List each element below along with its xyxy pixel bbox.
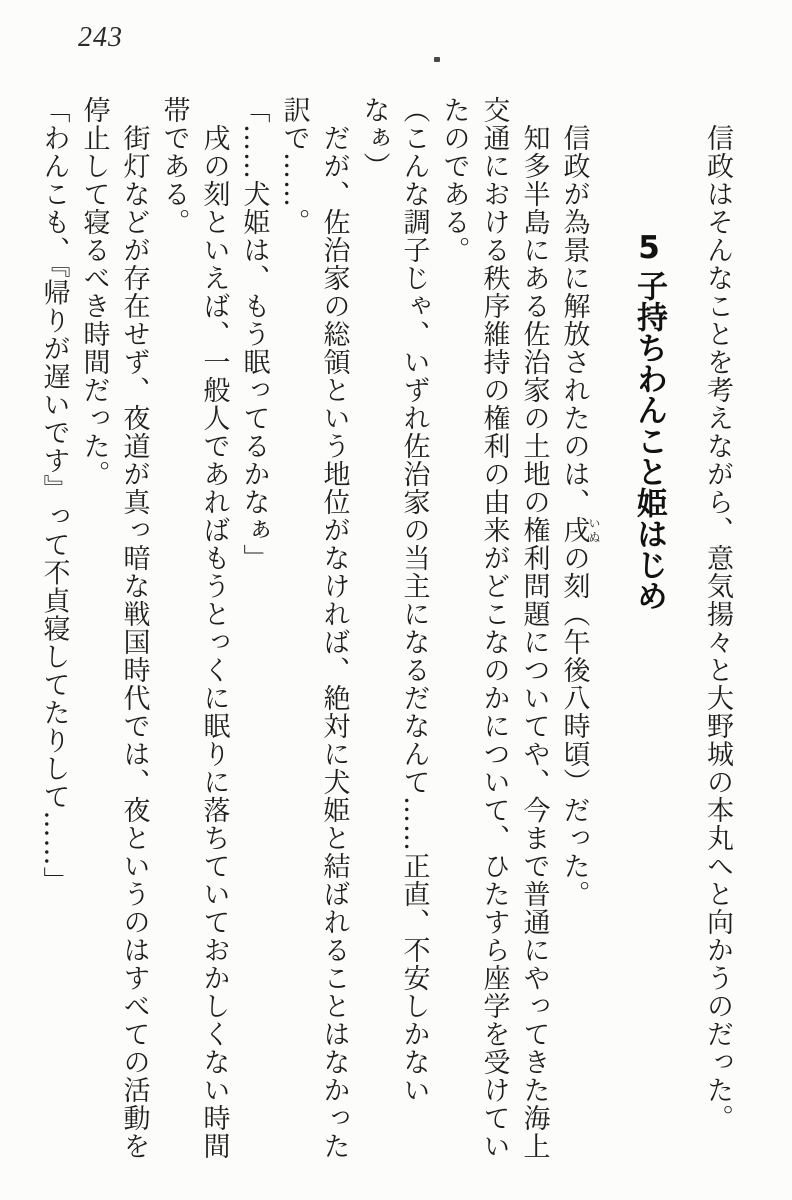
body-paragraph-5: だが、佐治家の総領という地位がなければ、絶対に犬姫と結ばれることはなかった訳で……。 — [278, 96, 350, 1160]
thought-paragraph: （こんな調子じゃ、いずれ佐治家の当主になるだなんて……正直、不安しかないなぁ） — [358, 96, 430, 1104]
body-paragraph-1: 信政はそんなことを考えながら、意気揚々と大野城の本丸へと向かうのだった。 — [702, 124, 733, 1132]
paragraph-2-post: の刻（午後八時頃）だった。 — [558, 544, 590, 908]
ruby-inu — [558, 516, 601, 544]
chapter-number: 5 — [631, 230, 667, 266]
ruby-furigana: いぬ — [587, 516, 601, 544]
paragraph-2-pre: 信政が為景に解放されたのは、 — [558, 124, 590, 516]
body-paragraph-3: 知多半島にある佐治家の土地の権利問題についてや、今まで普通にやってきた海上交通における秩序維持の権利の由来がどこなのかについて、ひたすら座学を受けていたのである。 — [438, 96, 550, 1160]
ruby-base: 戌 — [558, 516, 590, 544]
body-paragraph-2 — [554, 96, 601, 1162]
chapter-heading — [627, 230, 671, 1162]
page-number: 243 — [78, 22, 123, 53]
dialogue-line-2: 「わんこも、『帰りが遅いです』って不貞寝してたりして……」 — [38, 96, 70, 895]
vertical-text-block — [34, 96, 738, 1162]
chapter-title: 子持ちわんこと姫はじめ — [631, 270, 667, 611]
dialogue-line-1: 「……犬姫は、もう眠ってるかなぁ」 — [238, 96, 270, 572]
body-paragraph-8: 街灯などが存在せず、夜道が真っ暗な戦国時代では、夜というのはすべての活動を停止して寝るべき時間だった。 — [78, 96, 150, 1160]
body-paragraph-7: 戌の刻といえば、一般人であればもうとっくに眠りに落ちていておかしくない時間帯である。 — [158, 96, 230, 1160]
scan-speck — [434, 57, 440, 62]
